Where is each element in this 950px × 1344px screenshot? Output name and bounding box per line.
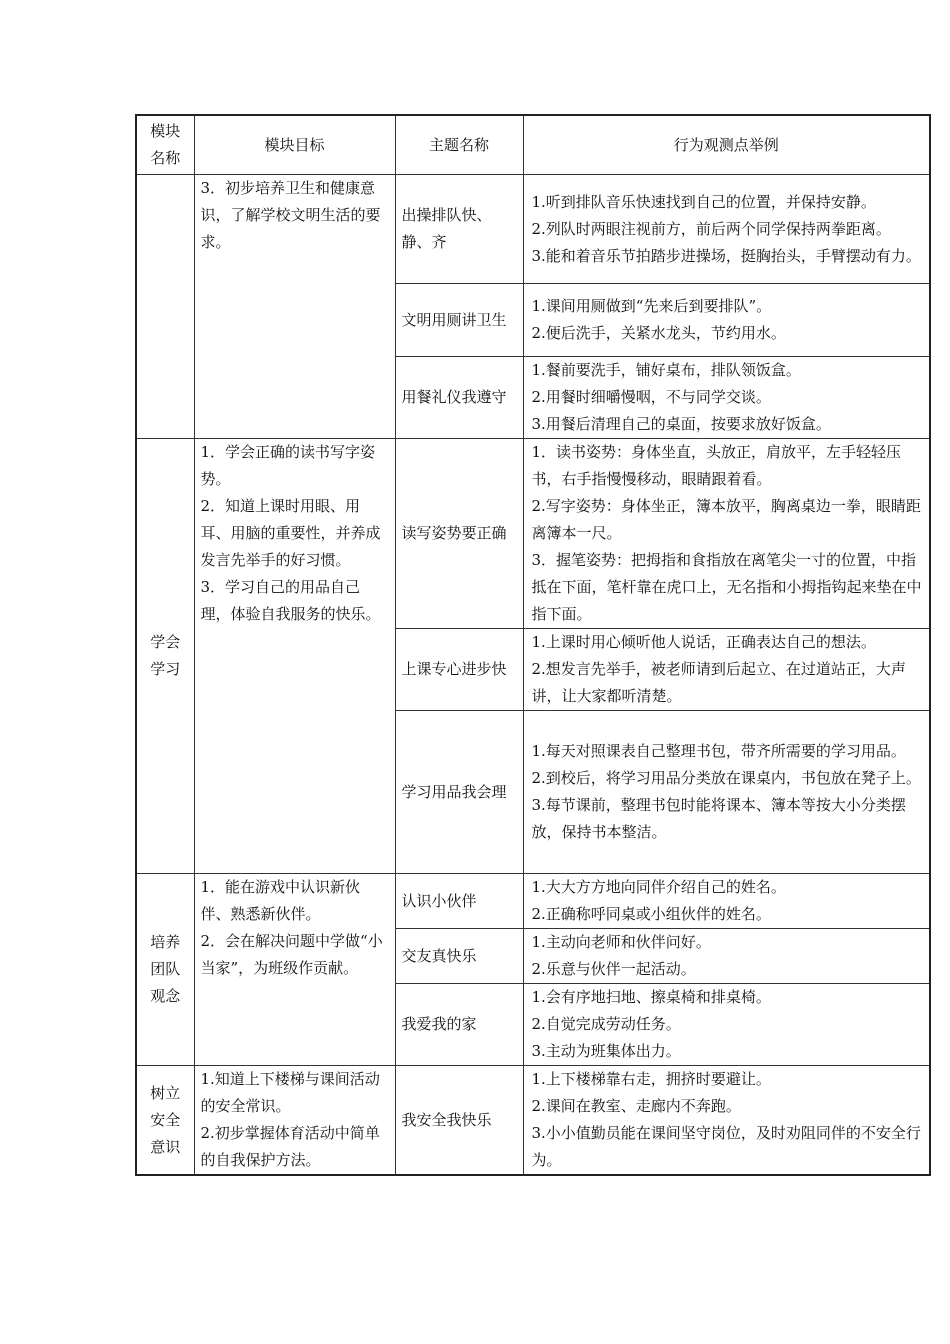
- obs-line: 2.便后洗手，关紧水龙头，节约用水。: [531, 324, 786, 342]
- obs-line: 3．握笔姿势：把拇指和食指放在离笔尖一寸的位置，中指抵在下面，笔杆靠在虎口上，无名指和小拇指钩起来垫在中指下面。: [531, 551, 922, 623]
- obs-line: 2.列队时两眼注视前方，前后两个同学保持两拳距离。: [531, 219, 891, 238]
- goal-line: 2.初步掌握体育活动中简单的自我保护方法。: [200, 1124, 380, 1169]
- goal-line: 1.知道上下楼梯与课间活动的安全常识。: [200, 1070, 380, 1115]
- obs-line: 2.课间在教室、走廊内不奔跑。: [531, 1097, 741, 1115]
- topic-cell: [395, 357, 523, 439]
- obs-line: 1.每天对照课表自己整理书包，带齐所需要的学习用品。: [531, 742, 906, 760]
- obs-line: 1．读书姿势：身体坐直，头放正，肩放平，左手轻轻压书，右手指慢慢移动，眼睛跟着看。: [531, 443, 902, 488]
- topic-cell: [395, 929, 523, 984]
- topic-cell: [395, 175, 523, 284]
- module-name: 培养 团队 观念: [150, 933, 181, 1005]
- obs-cell: [523, 357, 930, 439]
- module-cell: [136, 1066, 194, 1176]
- topic-name: 读写姿势要正确: [401, 524, 507, 542]
- obs-cell: [523, 929, 930, 984]
- goal-line: 3．学习自己的用品自己理，体验自我服务的快乐。: [200, 578, 381, 623]
- obs-line: 2.自觉完成劳动任务。: [531, 1015, 681, 1033]
- topic-name: 文明用厕讲卫生: [401, 310, 507, 329]
- obs-line: 1.上课时用心倾听他人说话，正确表达自己的想法。: [531, 633, 876, 651]
- obs-line: 1.主动向老师和伙伴问好。: [531, 933, 711, 951]
- goal-line: 2．知道上课时用眼、用耳、用脑的重要性，并养成发言先举手的好习惯。: [200, 497, 381, 569]
- obs-line: 1.餐前要洗手，铺好桌布，排队领饭盒。: [531, 361, 801, 379]
- topic-name: 我爱我的家: [401, 1015, 477, 1033]
- obs-line: 1.听到排队音乐快速找到自己的位置，并保持安静。: [531, 192, 876, 211]
- obs-line: 2.想发言先举手，被老师请到后起立、在过道站正，大声讲，让大家都听清楚。: [531, 660, 906, 705]
- topic-cell: [395, 1066, 523, 1176]
- goal-cell: [194, 1066, 395, 1176]
- module-name: 树立 安全 意识: [150, 1083, 181, 1156]
- topic-cell: [395, 711, 523, 874]
- obs-line: 1.会有序地扫地、擦桌椅和排桌椅。: [531, 988, 771, 1006]
- topic-name: 出操排队快、静、齐: [401, 206, 492, 251]
- obs-line: 3.能和着音乐节拍踏步进操场，挺胸抬头，手臂摆动有力。: [531, 246, 921, 265]
- header-row: [136, 115, 930, 175]
- goal-line: 2．会在解决问题中学做“小当家”，为班级作贡献。: [200, 932, 383, 977]
- obs-cell: [523, 439, 930, 629]
- obs-line: 2.乐意与伙伴一起活动。: [531, 960, 696, 978]
- obs-line: 2.正确称呼同桌或小组伙伴的姓名。: [531, 905, 771, 923]
- topic-cell: [395, 629, 523, 711]
- obs-line: 3.主动为班集体出力。: [531, 1042, 681, 1060]
- obs-cell: [523, 874, 930, 929]
- obs-line: 1.上下楼梯靠右走，拥挤时要避让。: [531, 1070, 771, 1088]
- obs-cell: [523, 629, 930, 711]
- behavior-table: [135, 114, 931, 1176]
- header-obs: 行为观测点举例: [523, 115, 930, 175]
- obs-cell: [523, 711, 930, 874]
- module-name: 学会 学习: [150, 633, 181, 678]
- obs-line: 1.课间用厕做到“先来后到要排队”。: [531, 297, 772, 315]
- topic-cell: [395, 439, 523, 629]
- goal-cell: [194, 175, 395, 439]
- header-goal: 模块目标: [194, 115, 395, 175]
- topic-name: 我安全我快乐: [401, 1110, 492, 1129]
- goal-cell: [194, 439, 395, 874]
- table-row: [136, 874, 930, 929]
- goal-line: 3．初步培养卫生和健康意识，了解学校文明生活的要求。: [200, 179, 381, 251]
- topic-name: 上课专心进步快: [401, 660, 507, 678]
- topic-name: 用餐礼仪我遵守: [401, 388, 507, 406]
- obs-cell: [523, 984, 930, 1066]
- obs-cell: [523, 284, 930, 357]
- topic-cell: [395, 284, 523, 357]
- obs-line: 3.小小值勤员能在课间坚守岗位，及时劝阻同伴的不安全行为。: [531, 1124, 921, 1169]
- header-module: 模块 名称: [136, 115, 194, 175]
- goal-line: 1．能在游戏中认识新伙伴、熟悉新伙伴。: [200, 878, 361, 923]
- obs-line: 3.用餐后清理自己的桌面，按要求放好饭盒。: [531, 415, 831, 433]
- topic-cell: [395, 874, 523, 929]
- module-cell: [136, 874, 194, 1066]
- obs-cell: [523, 175, 930, 284]
- header-topic: 主题名称: [395, 115, 523, 175]
- table-row: [136, 175, 930, 284]
- obs-line: 1.大大方方地向同伴介绍自己的姓名。: [531, 878, 786, 896]
- goal-line: 1．学会正确的读书写字姿势。: [200, 443, 376, 488]
- topic-name: 学习用品我会理: [401, 782, 507, 801]
- topic-cell: [395, 984, 523, 1066]
- topic-name: 认识小伙伴: [401, 891, 477, 910]
- table-row: [136, 439, 930, 629]
- obs-line: 2.到校后，将学习用品分类放在课桌内，书包放在凳子上。: [531, 769, 921, 787]
- topic-name: 交友真快乐: [401, 946, 477, 965]
- module-cell: [136, 439, 194, 874]
- obs-cell: [523, 1066, 930, 1176]
- module-cell: [136, 175, 194, 439]
- goal-cell: [194, 874, 395, 1066]
- obs-line: 2.用餐时细嚼慢咽，不与同学交谈。: [531, 388, 771, 406]
- obs-line: 2.写字姿势：身体坐正，簿本放平，胸离桌边一拳，眼睛距离簿本一尺。: [531, 497, 921, 542]
- table-row: [136, 1066, 930, 1176]
- obs-line: 3.每节课前，整理书包时能将课本、簿本等按大小分类摆放，保持书本整洁。: [531, 796, 906, 841]
